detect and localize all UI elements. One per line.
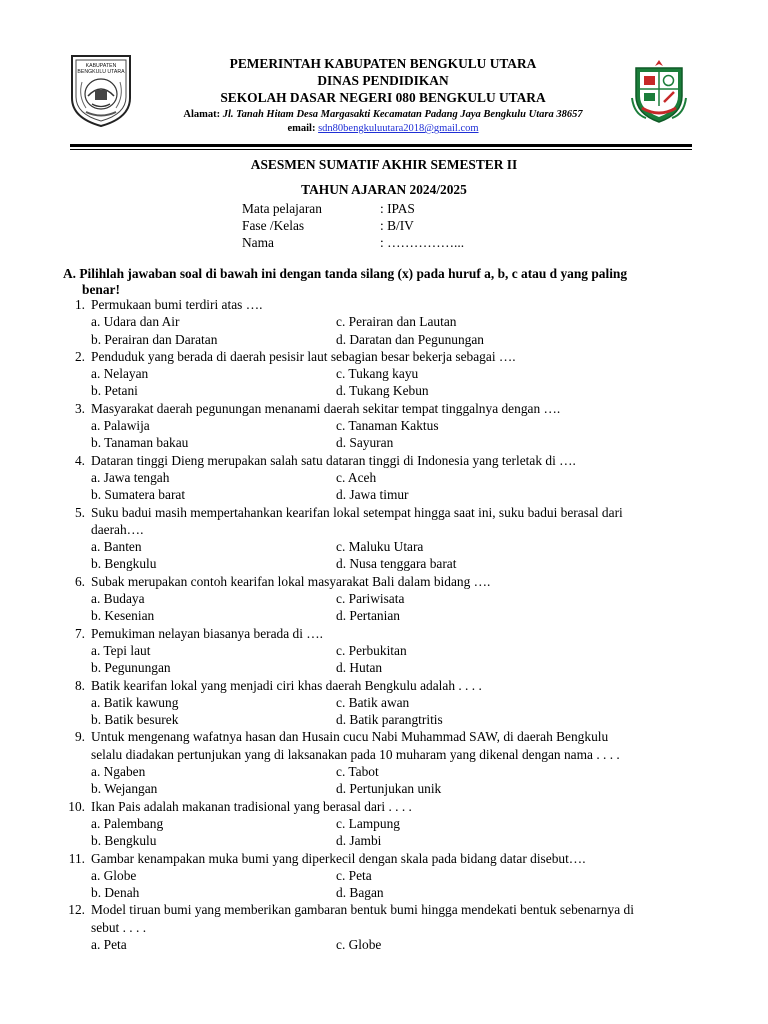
question-number: 3. xyxy=(74,400,85,416)
question-number: 11. xyxy=(68,850,85,866)
option-c[interactable]: c. Globe xyxy=(336,936,382,952)
instruction xyxy=(63,266,713,298)
exam-info xyxy=(242,200,464,251)
option-b[interactable]: b. Kesenian xyxy=(91,608,155,624)
school-emblem-icon xyxy=(628,58,690,124)
info-label: Mata pelajaran xyxy=(242,201,322,216)
question-number: 2. xyxy=(74,348,85,364)
option-c[interactable]: c. Tukang kayu xyxy=(336,366,419,382)
option-c[interactable]: c. Peta xyxy=(336,867,372,883)
option-row xyxy=(64,469,714,486)
email-label: email: xyxy=(287,123,316,134)
question-item xyxy=(64,400,714,452)
option-a[interactable]: a. Globe xyxy=(91,867,137,883)
question-line xyxy=(64,348,714,365)
question-text: daerah…. xyxy=(91,521,144,537)
question-text: Masyarakat daerah pegunungan menanami daerah sekitar tempat tinggalnya dengan …. xyxy=(91,400,561,416)
letterhead xyxy=(0,0,768,150)
option-b[interactable]: b. Perairan dan Daratan xyxy=(91,331,218,347)
question-number: 8. xyxy=(74,677,85,693)
option-d[interactable]: d. Nusa tenggara barat xyxy=(336,556,457,572)
option-c[interactable]: c. Perairan dan Lautan xyxy=(336,314,457,330)
question-number: 6. xyxy=(74,573,85,589)
question-number: 4. xyxy=(74,452,85,468)
option-row xyxy=(64,711,714,728)
question-list xyxy=(64,296,714,953)
bengkulu-utara-emblem-icon xyxy=(68,52,134,128)
school-address xyxy=(140,107,626,122)
instruction-line: benar! xyxy=(82,282,120,297)
option-c[interactable]: c. Aceh xyxy=(336,469,377,485)
question-item xyxy=(64,850,714,902)
question-line xyxy=(64,746,714,763)
option-a[interactable]: a. Budaya xyxy=(91,591,145,607)
question-number xyxy=(64,521,91,538)
option-row xyxy=(64,538,714,555)
question-item xyxy=(64,901,714,953)
option-row xyxy=(64,590,714,607)
letterhead-thick-rule xyxy=(70,144,692,147)
option-row xyxy=(64,884,714,901)
option-row xyxy=(64,365,714,382)
option-c[interactable]: c. Batik awan xyxy=(336,694,410,710)
option-row xyxy=(64,832,714,849)
question-text: Untuk mengenang wafatnya hasan dan Husain cucu Nabi Muhammad SAW, di daerah Bengkulu xyxy=(91,729,609,745)
question-line xyxy=(64,573,714,590)
question-item xyxy=(64,504,714,573)
question-line xyxy=(64,400,714,417)
option-row xyxy=(64,607,714,624)
question-text: selalu diadakan pertunjukan yang di laksanakan pada 10 muharam yang dikenal dengan nama . . . . xyxy=(91,746,620,762)
question-number: 10. xyxy=(68,798,85,814)
academic-year: TAHUN AJARAN 2024/2025 xyxy=(301,182,467,197)
option-d[interactable]: d. Jambi xyxy=(336,833,382,849)
option-d[interactable]: d. Tukang Kebun xyxy=(336,383,429,399)
question-text: Subak merupakan contoh kearifan lokal masyarakat Bali dalam bidang …. xyxy=(91,573,491,589)
question-text: Penduduk yang berada di daerah pesisir laut sebagian besar bekerja sebagai …. xyxy=(91,348,516,364)
info-row-subject xyxy=(242,200,464,217)
option-row xyxy=(64,659,714,676)
email-link[interactable]: sdn80bengkuluutara2018@gmail.com xyxy=(318,123,479,134)
option-a[interactable]: a. Udara dan Air xyxy=(91,314,180,330)
option-row xyxy=(64,486,714,503)
option-a[interactable]: a. Palembang xyxy=(91,815,164,831)
department-name: DINAS PENDIDIKAN xyxy=(317,73,449,88)
info-value: : B/IV xyxy=(380,218,414,233)
exam-title-block xyxy=(0,152,768,202)
option-b[interactable]: b. Pegunungan xyxy=(91,660,171,676)
option-row xyxy=(64,417,714,434)
info-label: Fase /Kelas xyxy=(242,218,305,233)
option-d[interactable]: d. Pertunjukan unik xyxy=(336,781,442,797)
option-row xyxy=(64,867,714,884)
option-row xyxy=(64,434,714,451)
question-item xyxy=(64,625,714,677)
letterhead-text xyxy=(140,55,626,136)
option-d[interactable]: d. Bagan xyxy=(336,885,384,901)
option-a[interactable]: a. Batik kawung xyxy=(91,694,179,710)
address-label: Alamat: xyxy=(183,109,221,120)
option-b[interactable]: b. Tanaman bakau xyxy=(91,435,189,451)
option-b[interactable]: b. Bengkulu xyxy=(91,556,157,572)
option-b[interactable]: b. Petani xyxy=(91,383,138,399)
question-number: 9. xyxy=(74,729,85,745)
info-row-name xyxy=(242,234,464,251)
option-a[interactable]: a. Tepi laut xyxy=(91,642,151,658)
question-line xyxy=(64,728,714,745)
question-item xyxy=(64,728,714,797)
question-line xyxy=(64,504,714,521)
option-row xyxy=(64,780,714,797)
question-text: Pemukiman nelayan biasanya berada di …. xyxy=(91,625,324,641)
info-value: : ……………... xyxy=(380,235,465,250)
question-text: sebut . . . . xyxy=(91,919,147,935)
question-text: Permukaan bumi terdiri atas …. xyxy=(91,297,263,312)
option-row xyxy=(64,555,714,572)
government-name: PEMERINTAH KABUPATEN BENGKULU UTARA xyxy=(229,56,537,71)
question-number: 12. xyxy=(68,902,85,918)
option-row xyxy=(64,313,714,330)
question-text: Gambar kenampakan muka bumi yang diperkecil dengan skala pada bidang datar disebut…. xyxy=(91,850,586,866)
question-line xyxy=(64,296,714,313)
option-c[interactable]: c. Tabot xyxy=(336,764,379,780)
question-text: Ikan Pais adalah makanan tradisional yang berasal dari . . . . xyxy=(91,798,412,814)
option-a[interactable]: a. Jawa tengah xyxy=(91,469,170,485)
option-d[interactable]: d. Pertanian xyxy=(336,608,400,624)
question-text: Batik kearifan lokal yang menjadi ciri khas daerah Bengkulu adalah . . . . xyxy=(91,677,482,693)
option-a[interactable]: a. Nelayan xyxy=(91,366,149,382)
letterhead-thin-rule xyxy=(70,149,692,150)
instruction-line: A. Pilihlah jawaban soal di bawah ini dengan tanda silang (x) pada huruf a, b, c atau d yang paling xyxy=(63,266,628,281)
option-row xyxy=(64,642,714,659)
question-text: Model tiruan bumi yang memberikan gambaran bentuk bumi hingga mendekati bentuk sebenarnya di xyxy=(91,902,634,918)
info-row-class xyxy=(242,217,464,234)
option-d[interactable]: d. Jawa timur xyxy=(336,487,409,503)
question-line xyxy=(64,625,714,642)
address-text: Jl. Tanah Hitam Desa Margasakti Kecamatan Padang Jaya Bengkulu Utara 38657 xyxy=(222,109,583,120)
option-d[interactable]: d. Batik parangtritis xyxy=(336,712,443,728)
question-line xyxy=(64,798,714,815)
option-b[interactable]: b. Batik besurek xyxy=(91,712,179,728)
question-number xyxy=(64,746,91,763)
question-number: 7. xyxy=(74,625,85,641)
question-number: 1. xyxy=(74,297,85,312)
option-a[interactable]: a. Ngaben xyxy=(91,764,146,780)
option-c[interactable]: c. Pariwisata xyxy=(336,591,405,607)
option-row xyxy=(64,763,714,780)
question-item xyxy=(64,296,714,348)
info-label: Nama xyxy=(242,235,274,250)
option-row xyxy=(64,694,714,711)
option-d[interactable]: d. Hutan xyxy=(336,660,383,676)
option-c[interactable]: c. Tanaman Kaktus xyxy=(336,418,439,434)
question-item xyxy=(64,452,714,504)
svg-text:KABUPATEN: KABUPATEN xyxy=(85,63,117,69)
question-item xyxy=(64,798,714,850)
option-a[interactable]: a. Palawija xyxy=(91,418,150,434)
question-line xyxy=(64,850,714,867)
option-a[interactable]: a. Banten xyxy=(91,539,142,555)
school-name: SEKOLAH DASAR NEGERI 080 BENGKULU UTARA xyxy=(220,90,546,105)
question-line xyxy=(64,901,714,918)
option-c[interactable]: c. Lampung xyxy=(336,815,400,831)
option-c[interactable]: c. Perbukitan xyxy=(336,642,407,658)
question-line xyxy=(64,521,714,538)
option-b[interactable]: b. Denah xyxy=(91,885,140,901)
option-d[interactable]: d. Daratan dan Pegunungan xyxy=(336,331,484,347)
option-a[interactable]: a. Peta xyxy=(91,936,127,952)
info-value: : IPAS xyxy=(380,201,415,216)
question-line xyxy=(64,452,714,469)
option-b[interactable]: b. Wejangan xyxy=(91,781,158,797)
svg-text:BENGKULU UTARA: BENGKULU UTARA xyxy=(77,69,125,75)
question-line xyxy=(64,677,714,694)
question-line xyxy=(64,919,714,936)
school-email xyxy=(140,122,626,136)
option-row xyxy=(64,382,714,399)
question-item xyxy=(64,573,714,625)
question-item xyxy=(64,348,714,400)
question-number xyxy=(64,919,91,936)
option-row xyxy=(64,331,714,348)
option-d[interactable]: d. Sayuran xyxy=(336,435,394,451)
option-row xyxy=(64,936,714,953)
question-text: Suku badui masih mempertahankan kearifan lokal setempat hingga saat ini, suku badui berasal dari xyxy=(91,504,623,520)
question-number: 5. xyxy=(74,504,85,520)
question-item xyxy=(64,677,714,729)
question-text: Dataran tinggi Dieng merupakan salah satu dataran tinggi di Indonesia yang terletak di …. xyxy=(91,452,576,468)
option-row xyxy=(64,815,714,832)
exam-title: ASESMEN SUMATIF AKHIR SEMESTER II xyxy=(250,157,518,172)
option-c[interactable]: c. Maluku Utara xyxy=(336,539,424,555)
option-b[interactable]: b. Sumatera barat xyxy=(91,487,186,503)
option-b[interactable]: b. Bengkulu xyxy=(91,833,157,849)
